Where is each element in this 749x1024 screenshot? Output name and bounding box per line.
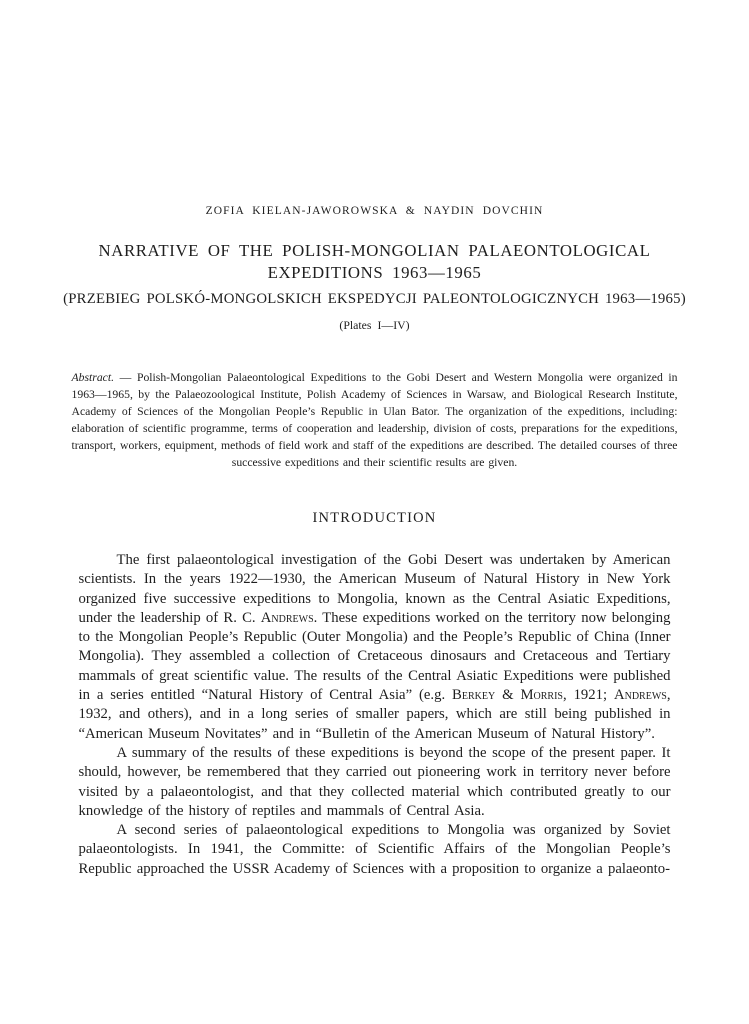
paper-title: NARRATIVE OF THE POLISH-MONGOLIAN PALAEONTOLOGICAL EXPEDITIONS 1963—1965 [98, 241, 651, 282]
paragraph-1: The first palaeontological investigation of the Gobi Desert was undertaken by American scientists. In the years 1922—1930, the American Museum of Natural History in New York organized five successive expeditions to Mongolia, known as the Central Asiatic Expeditions, under the leadership of R. C. Andrews. These expeditions worked on the territory now belonging to the Mongolian People’s Republic (Outer Mongolia) and the People’s Republic of China (Inner Mongolia). They assembled a collection of Cretaceous dinosaurs and Cretaceous and Tertiary mammals of great scientific value. The results of the Central Asiatic Expeditions were published in a series entitled “Natural History of Central Asia” (e.g. Berkey & Morris, 1921; Andrews, 1932, and others), and in a long series of smaller papers, which are still being published in “American Museum Novitates” and in “Bulletin of the American Museum of Natural History”. [78, 552, 671, 742]
plates-note: (Plates I—IV) [339, 318, 410, 332]
abstract [72, 369, 678, 471]
paragraph-3: A second series of palaeontological expeditions to Mongolia was organized by Soviet palaeontologists. In 1941, the Committe: of Scientific Affairs of the Mongolian People’s Republic approached the USSR Academy of Sciences with a proposition to organize a palaeonto- [78, 822, 671, 877]
translated-title: (PRZEBIEG POLSKÓ-MONGOLSKICH EKSPEDYCJI PALEONTOLOGICZNYCH 1963—1965) [63, 291, 686, 307]
abstract-label: Abstract. [71, 371, 115, 384]
paragraph-2: A summary of the results of these expeditions is beyond the scope of the present paper. It should, however, be remembered that they carried out pioneering work in territory never before visited by a palaeontologist, and that they collected material which contributed greatly to our knowledge of the history of reptiles and mammals of Central Asia. [78, 744, 671, 819]
abstract-text: — Polish-Mongolian Palaeontological Expeditions to the Gobi Desert and Western Mongolia were organized in 1963—1965, by the Palaeozoological Institute, Polish Academy of Sciences in Warsaw, and Biological Research Institute, Academy of Sciences of the Mongolian People’s Republic in Ulan Bator. The organization of the expeditions, including: elaboration of scientific programme, terms of cooperation and leadership, division of costs, preparations for the expeditions, transport, workers, equipment, methods of field work and staff of the expeditions are described. The detailed courses of three successive expeditions and their scientific results are given. [71, 371, 678, 469]
section-heading-introduction: INTRODUCTION [312, 510, 437, 526]
authors-line: ZOFIA KIELAN-JAWOROWSKA & NAYDIN DOVCHIN [205, 205, 544, 217]
introduction-body [79, 551, 671, 879]
